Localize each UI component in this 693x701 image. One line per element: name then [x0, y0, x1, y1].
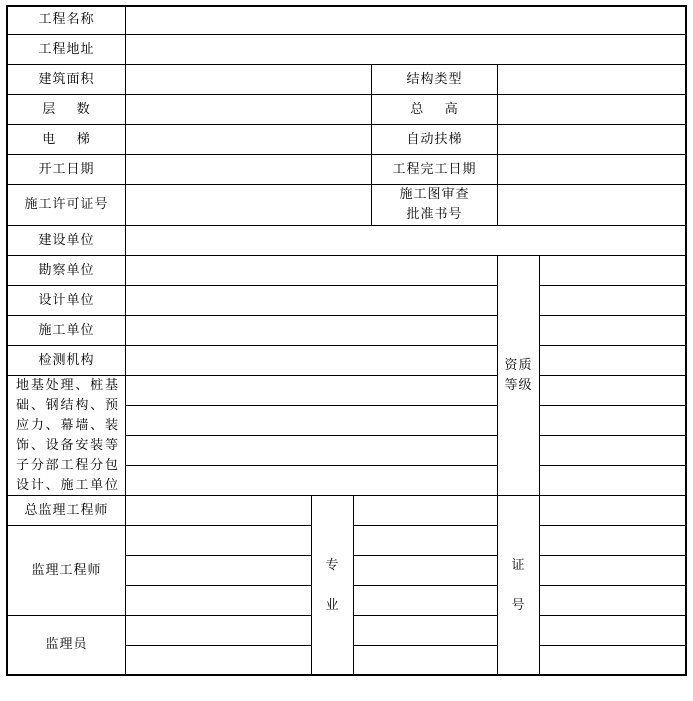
- grid-line: [685, 5, 687, 676]
- label-testing-agency: 检测机构: [38, 352, 95, 368]
- label-builder-unit: 施工单位: [38, 322, 95, 338]
- label-project-name: 工程名称: [38, 12, 95, 27]
- grid-line: [539, 315, 687, 316]
- grid-line: [539, 465, 687, 466]
- label-chief-supervisor: 总监理工程师: [24, 502, 109, 518]
- label-survey-unit: 勘察单位: [38, 262, 95, 278]
- grid-line: [539, 555, 687, 556]
- label-certificate-char-2: 号: [511, 598, 526, 613]
- label-completion-date: 工程完工日期: [392, 161, 477, 177]
- grid-line: [125, 5, 126, 676]
- project-info-form: [6, 5, 687, 676]
- grid-line: [6, 674, 687, 676]
- grid-line: [539, 615, 687, 616]
- grid-line: [539, 405, 687, 406]
- label-specialty-char-2: 业: [325, 598, 340, 613]
- grid-line: [125, 405, 497, 406]
- label-escalator: 自动扶梯: [406, 131, 463, 147]
- label-elevator: 电 梯: [42, 131, 91, 147]
- label-certificate-char-1: 证: [511, 558, 526, 573]
- label-construction-unit: 建设单位: [38, 232, 95, 248]
- label-design-unit: 设计单位: [38, 292, 95, 308]
- label-subcontract-units: 地基处理、桩基础、钢结构、预应力、幕墙、装饰、设备安装等子分部工程分包设计、施工单位: [16, 377, 119, 493]
- grid-line: [539, 585, 687, 586]
- label-supervisor: 监理员: [45, 637, 88, 652]
- grid-line: [353, 615, 497, 616]
- grid-line: [125, 645, 311, 646]
- label-drawing-review-no: 施工图审查 批准书号: [399, 187, 470, 222]
- grid-line: [125, 585, 311, 586]
- grid-line: [539, 285, 687, 286]
- grid-line: [497, 64, 498, 225]
- grid-line: [311, 495, 312, 676]
- grid-line: [125, 465, 497, 466]
- label-qualification-grade: 资质 等级: [504, 357, 533, 393]
- grid-line: [353, 555, 497, 556]
- grid-line: [125, 435, 497, 436]
- label-supervising-engineer: 监理工程师: [31, 562, 102, 578]
- grid-line: [353, 585, 497, 586]
- grid-line: [539, 525, 687, 526]
- grid-line: [125, 555, 311, 556]
- grid-line: [539, 375, 687, 376]
- grid-line: [353, 645, 497, 646]
- label-building-area: 建筑面积: [38, 71, 95, 87]
- grid-line: [539, 645, 687, 646]
- label-specialty-char-1: 专: [325, 558, 340, 573]
- grid-line: [353, 525, 497, 526]
- grid-line: [539, 435, 687, 436]
- grid-line: [539, 255, 540, 676]
- label-project-address: 工程地址: [38, 41, 95, 57]
- grid-line: [539, 345, 687, 346]
- label-structure-type: 结构类型: [406, 71, 463, 87]
- label-floors: 层 数: [42, 101, 91, 117]
- label-total-height: 总 高: [410, 101, 459, 117]
- grid-line: [353, 495, 354, 676]
- label-start-date: 开工日期: [38, 161, 95, 177]
- label-permit-no: 施工许可证号: [24, 197, 109, 212]
